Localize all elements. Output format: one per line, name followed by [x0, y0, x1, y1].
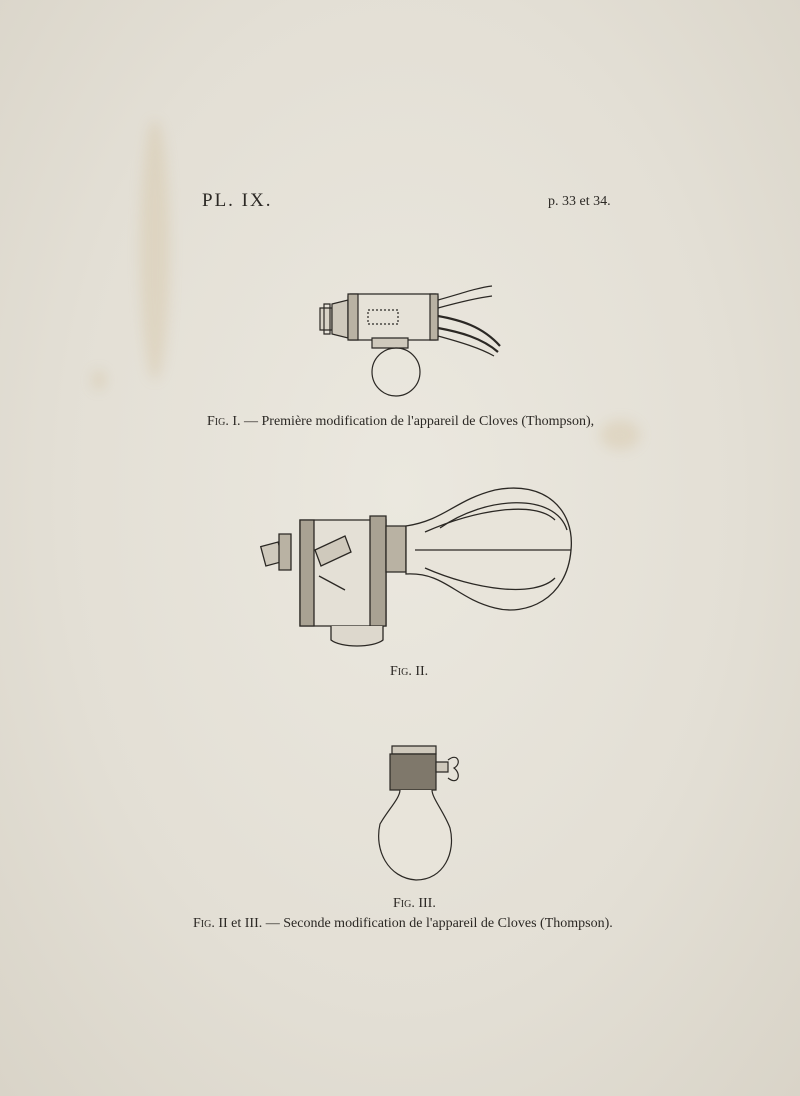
figure-3-caption — [393, 896, 436, 912]
figures-2-3-caption — [193, 916, 613, 932]
figure-2-caption-text: II. — [411, 664, 429, 679]
paper-stain — [600, 420, 640, 450]
figure-1-caption-abbrev: Fig. — [207, 414, 229, 429]
figure-1-caption-text: I. — Première modification de l'appareil de Cloves (Thompson), — [228, 414, 595, 429]
figures-2-3-caption-text: II et III. — Seconde modification de l'appareil de Cloves (Thompson). — [214, 916, 613, 931]
figure-3-caption-abbrev: Fig. — [393, 896, 415, 911]
figure-3-illustration — [370, 740, 470, 890]
figure-1-illustration — [310, 280, 510, 400]
paper-stain — [140, 120, 170, 380]
page-reference: p. 33 et 34. — [548, 194, 611, 209]
paper-stain — [92, 370, 106, 390]
figures-2-3-caption-abbrev: Fig. — [193, 916, 215, 931]
figure-2-caption-abbrev: Fig. — [390, 664, 412, 679]
figure-1-caption — [207, 414, 594, 430]
figure-2-caption — [390, 664, 428, 680]
figure-3-caption-text: III. — [414, 896, 436, 911]
figure-2-illustration — [255, 480, 585, 650]
plate-number: PL. IX. — [202, 190, 273, 211]
